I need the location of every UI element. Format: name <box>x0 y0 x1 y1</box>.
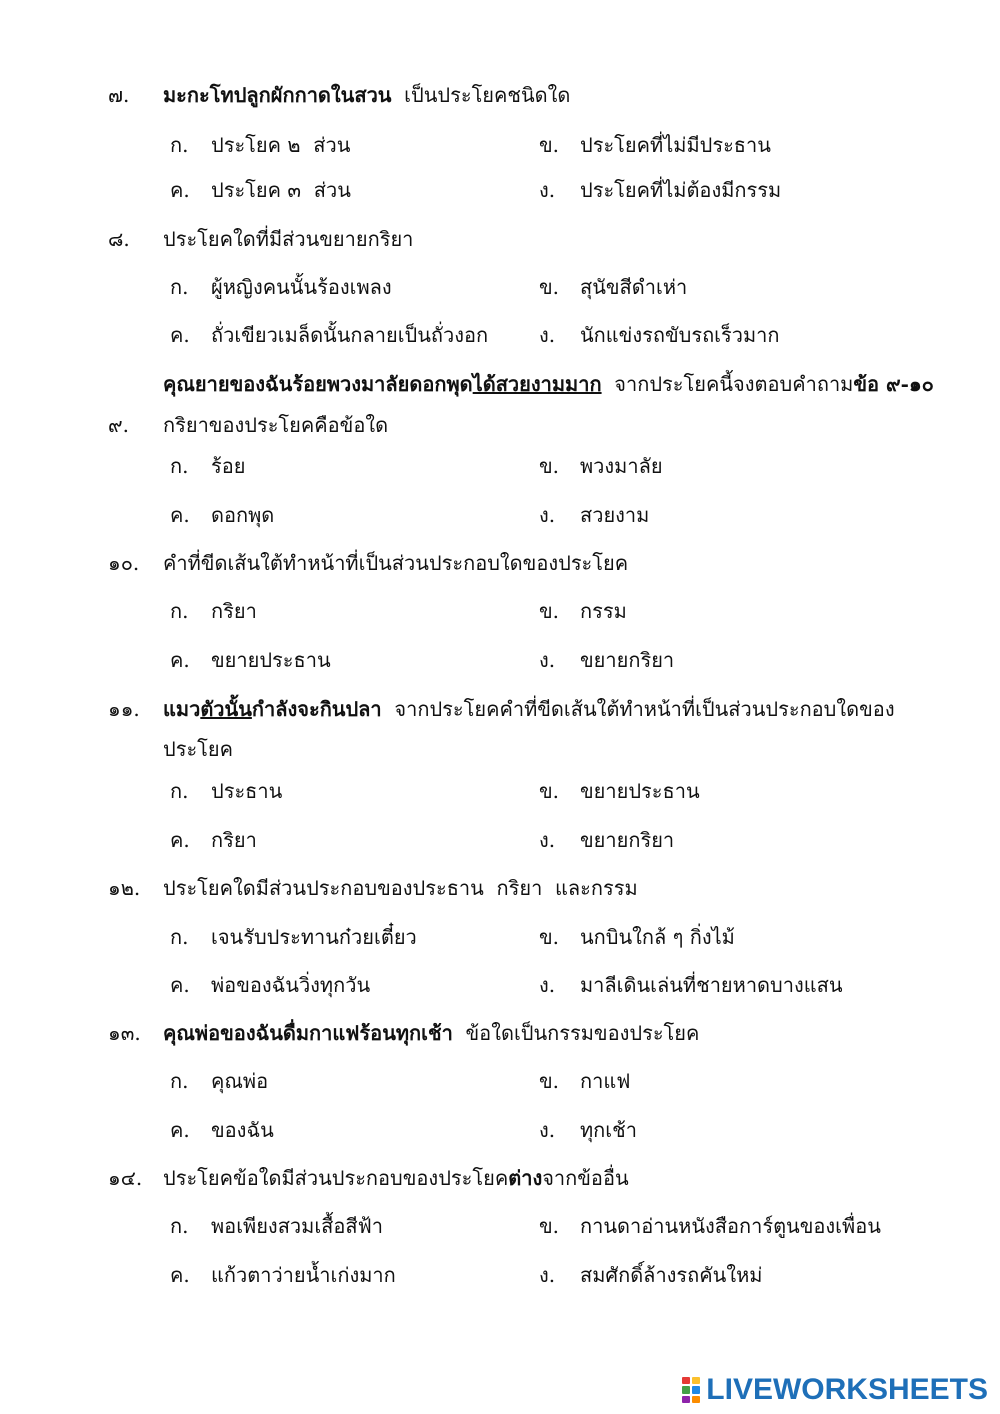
option-c[interactable]: แก้วตาว่ายน้ำเก่งมาก <box>211 1263 396 1287</box>
option-d[interactable]: ทุกเช้า <box>580 1118 637 1142</box>
option-label: ค. <box>170 503 190 527</box>
question-number: ๑๓. <box>108 1021 141 1045</box>
option-label: ก. <box>170 454 189 478</box>
option-a[interactable]: ร้อย <box>211 454 246 478</box>
option-b[interactable]: กาแฟ <box>580 1069 631 1093</box>
option-b[interactable]: ประโยคที่ไม่มีประธาน <box>580 133 771 157</box>
option-label: ข. <box>539 1214 560 1238</box>
question-number: ๙. <box>108 413 130 437</box>
option-label: ง. <box>539 503 556 527</box>
question-text-end: จากข้ออื่น <box>542 1166 629 1190</box>
option-label: ก. <box>170 599 189 623</box>
underlined-words: ตัวนั้น <box>200 697 252 721</box>
option-b[interactable]: สุนัขสีดำเห่า <box>580 275 688 299</box>
option-d[interactable]: ขยายกริยา <box>580 648 675 672</box>
question-sentence-end: กำลังจะกินปลา <box>251 697 382 721</box>
option-label: ง. <box>539 1118 556 1142</box>
option-c[interactable]: ขยายประธาน <box>211 648 331 672</box>
question-sentence: มะกะโทปลูกผักกาดในสวน <box>163 83 392 107</box>
option-label: ง. <box>539 973 556 997</box>
question-text: ประโยคใดที่มีส่วนขยายกริยา <box>163 227 414 251</box>
option-c[interactable]: ประโยค ๓ ส่วน <box>211 178 351 202</box>
question-sentence: แมว <box>163 697 201 721</box>
option-d[interactable]: ประโยคที่ไม่ต้องมีกรรม <box>580 178 782 202</box>
option-b[interactable]: ขยายประธาน <box>580 779 700 803</box>
emphasis-word: ต่าง <box>508 1166 543 1190</box>
question-number: ๑๐. <box>108 551 140 575</box>
option-a[interactable]: ประโยค ๒ ส่วน <box>211 133 351 157</box>
option-a[interactable]: เจนรับประทานก๋วยเตี๋ยว <box>211 925 417 949</box>
option-label: ก. <box>170 925 189 949</box>
option-label: ค. <box>170 1118 190 1142</box>
option-label: ค. <box>170 973 190 997</box>
option-a[interactable]: ประธาน <box>211 779 283 803</box>
option-a[interactable]: ผู้หญิงคนนั้นร้องเพลง <box>211 275 392 299</box>
option-label: ข. <box>539 454 560 478</box>
option-label: ข. <box>539 133 560 157</box>
instruction-range: ข้อ ๙-๑๐ <box>853 372 934 396</box>
question-number: ๑๔. <box>108 1166 143 1190</box>
option-d[interactable]: สวยงาม <box>580 503 650 527</box>
option-d[interactable]: นักแข่งรถขับรถเร็วมาก <box>580 323 780 347</box>
option-label: ค. <box>170 648 190 672</box>
option-c[interactable]: กริยา <box>211 828 257 852</box>
option-label: ข. <box>539 599 560 623</box>
question-sentence: คุณพ่อของฉันดื่มกาแฟร้อนทุกเช้า <box>163 1021 453 1045</box>
option-a[interactable]: กริยา <box>211 599 257 623</box>
option-label: ค. <box>170 178 190 202</box>
question-number: ๑๑. <box>108 697 140 721</box>
question-number: ๗. <box>108 83 130 107</box>
option-a[interactable]: พอเพียงสวมเสื้อสีฟ้า <box>211 1214 383 1238</box>
option-label: ค. <box>170 323 190 347</box>
option-label: ง. <box>539 1263 556 1287</box>
option-label: ก. <box>170 1069 189 1093</box>
option-label: ข. <box>539 1069 560 1093</box>
question-text-cont: ประโยค <box>163 737 234 761</box>
option-label: ง. <box>539 828 556 852</box>
logo-grid-icon <box>682 1377 700 1403</box>
logo-text: LIVEWORKSHEETS <box>706 1373 988 1406</box>
question-prompt: จากประโยคคำที่ขีดเส้นใต้ทำหน้าที่เป็นส่วนประกอบใดของ <box>381 697 895 721</box>
option-b[interactable]: กานดาอ่านหนังสือการ์ตูนของเพื่อน <box>580 1214 881 1238</box>
option-label: ง. <box>539 178 556 202</box>
question-prompt: เป็นประโยคชนิดใด <box>391 83 571 107</box>
option-d[interactable]: สมศักดิ์ล้างรถคันใหม่ <box>580 1263 763 1287</box>
question-number: ๘. <box>108 227 130 251</box>
option-b[interactable]: พวงมาลัย <box>580 454 663 478</box>
question-text-start: ประโยคข้อใดมีส่วนประกอบของประโยค <box>163 1166 509 1190</box>
option-b[interactable]: กรรม <box>580 599 627 623</box>
option-c[interactable]: ถั่วเขียวเมล็ดนั้นกลายเป็นถั่วงอก <box>211 323 489 347</box>
option-label: ก. <box>170 133 189 157</box>
option-b[interactable]: นกบินใกล้ ๆ กิ่งไม้ <box>580 925 735 949</box>
option-c[interactable]: ดอกพุด <box>211 503 275 527</box>
question-number: ๑๒. <box>108 876 141 900</box>
option-label: ข. <box>539 925 560 949</box>
option-a[interactable]: คุณพ่อ <box>211 1069 269 1093</box>
question-text <box>163 694 895 724</box>
option-label: ง. <box>539 648 556 672</box>
question-prompt: ข้อใดเป็นกรรมของประโยค <box>452 1021 700 1045</box>
option-c[interactable]: พ่อของฉันวิ่งทุกวัน <box>211 973 371 997</box>
option-label: ข. <box>539 779 560 803</box>
instruction-sentence: คุณยายของฉันร้อยพวงมาลัยดอกพุด <box>163 372 473 396</box>
option-label: ก. <box>170 1214 189 1238</box>
question-text: กริยาของประโยคคือข้อใด <box>163 413 389 437</box>
option-d[interactable]: มาลีเดินเล่นที่ชายหาดบางแสน <box>580 973 843 997</box>
question-text <box>163 80 570 110</box>
question-text: คำที่ขีดเส้นใต้ทำหน้าที่เป็นส่วนประกอบใดของประโยค <box>163 551 629 575</box>
option-label: ค. <box>170 828 190 852</box>
instruction-text <box>163 369 934 399</box>
question-text: ประโยคใดมีส่วนประกอบของประธาน กริยา และกรรม <box>163 876 638 900</box>
option-label: ก. <box>170 275 189 299</box>
option-label: ง. <box>539 323 556 347</box>
liveworksheets-logo <box>682 1374 988 1406</box>
question-text <box>163 1018 699 1048</box>
option-label: ก. <box>170 779 189 803</box>
option-label: ข. <box>539 275 560 299</box>
option-d[interactable]: ขยายกริยา <box>580 828 675 852</box>
option-c[interactable]: ของฉัน <box>211 1118 274 1142</box>
question-text <box>163 1163 629 1193</box>
instruction-prompt: จากประโยคนี้จงตอบคำถาม <box>601 372 854 396</box>
option-label: ค. <box>170 1263 190 1287</box>
underlined-words: ได้สวยงามมาก <box>472 372 602 396</box>
